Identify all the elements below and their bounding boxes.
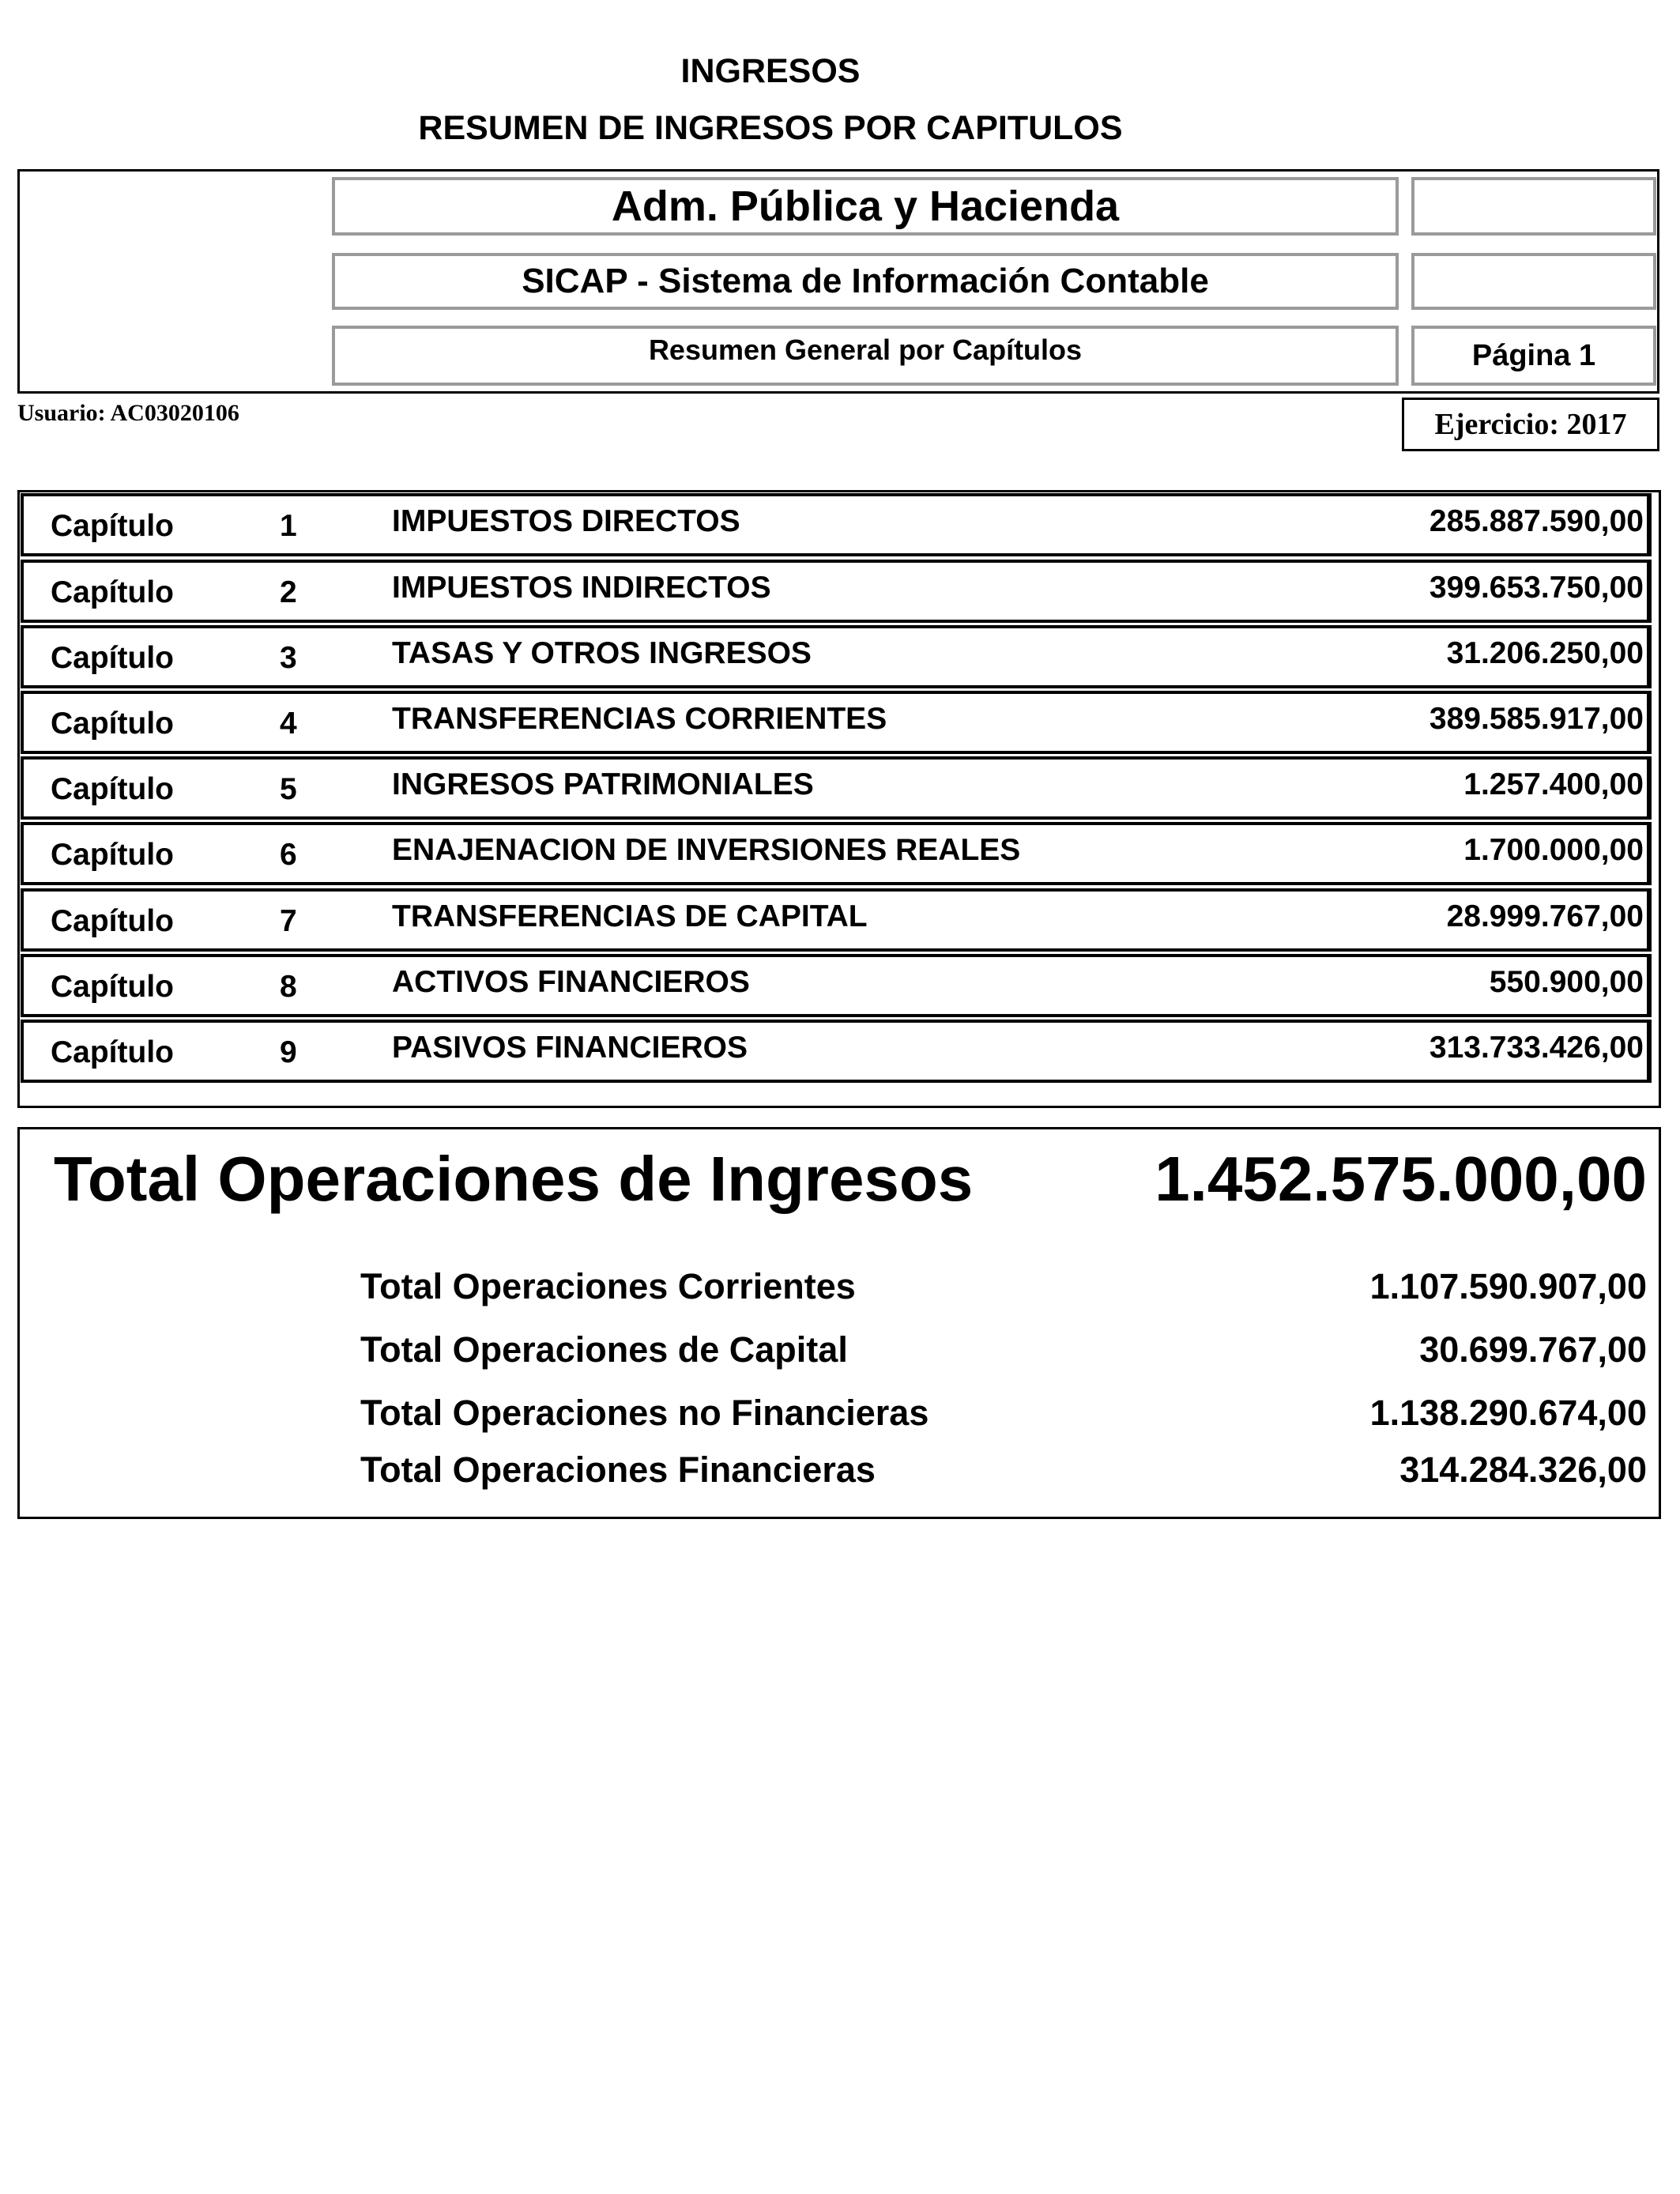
chapter-number: 5 [280, 772, 297, 806]
document-title: INGRESOS [680, 52, 861, 90]
chapter-name: INGRESOS PATRIMONIALES [392, 767, 814, 801]
chapter-number: 4 [280, 707, 297, 741]
chapter-amount: 285.887.590,00 [1429, 504, 1644, 538]
report-name: Resumen General por Capítulos [332, 326, 1399, 386]
chapter-row [21, 888, 1652, 952]
chapter-amount: 1.257.400,00 [1463, 767, 1644, 801]
chapter-label: Capítulo [51, 575, 174, 609]
chapter-row [21, 822, 1652, 885]
subtotal-amount: 1.107.590.907,00 [1369, 1266, 1647, 1306]
chapter-number: 8 [280, 970, 297, 1004]
chapter-label: Capítulo [51, 970, 174, 1004]
chapter-amount: 1.700.000,00 [1463, 833, 1644, 867]
chapter-amount: 389.585.917,00 [1429, 702, 1644, 736]
chapter-label: Capítulo [51, 1035, 174, 1069]
chapter-amount: 550.900,00 [1489, 965, 1644, 999]
page-number: Página 1 [1411, 326, 1656, 386]
chapter-name: TRANSFERENCIAS DE CAPITAL [392, 899, 868, 933]
chapter-name: IMPUESTOS INDIRECTOS [392, 571, 771, 605]
chapter-label: Capítulo [51, 707, 174, 741]
fiscal-year: Ejercicio: 2017 [1402, 398, 1659, 451]
chapter-number: 3 [280, 641, 297, 675]
subtotal-label: Total Operaciones de Capital [360, 1329, 848, 1370]
chapter-row [21, 560, 1652, 623]
subtotal-amount: 30.699.767,00 [1419, 1329, 1647, 1370]
chapter-row [21, 493, 1652, 556]
system-name: SICAP - Sistema de Información Contable [332, 253, 1399, 310]
chapter-label: Capítulo [51, 904, 174, 938]
subtotal-label: Total Operaciones no Financieras [360, 1393, 929, 1433]
header-blank-box [1411, 177, 1656, 236]
chapter-number: 6 [280, 838, 297, 872]
header-blank-box [1411, 253, 1656, 310]
chapter-number: 1 [280, 509, 297, 543]
chapter-row [21, 954, 1652, 1017]
chapter-amount: 28.999.767,00 [1446, 899, 1644, 933]
chapter-name: ENAJENACION DE INVERSIONES REALES [392, 833, 1021, 867]
user-label: Usuario: AC03020106 [17, 400, 239, 426]
subtotal-amount: 1.138.290.674,00 [1369, 1393, 1647, 1433]
chapter-amount: 31.206.250,00 [1446, 636, 1644, 670]
subtotal-amount: 314.284.326,00 [1399, 1449, 1647, 1490]
chapter-name: IMPUESTOS DIRECTOS [392, 504, 740, 538]
chapter-amount: 313.733.426,00 [1429, 1031, 1644, 1065]
chapter-name: TRANSFERENCIAS CORRIENTES [392, 702, 887, 736]
subtotal-label: Total Operaciones Financieras [360, 1449, 876, 1490]
chapter-row [21, 625, 1652, 688]
chapter-label: Capítulo [51, 838, 174, 872]
grand-total-label: Total Operaciones de Ingresos [54, 1144, 974, 1214]
chapter-row [21, 756, 1652, 820]
chapter-row [21, 691, 1652, 754]
subtotal-label: Total Operaciones Corrientes [360, 1266, 856, 1306]
chapter-number: 2 [280, 575, 297, 609]
chapter-number: 7 [280, 904, 297, 938]
chapter-label: Capítulo [51, 509, 174, 543]
document-subtitle: RESUMEN DE INGRESOS POR CAPITULOS [418, 109, 1123, 147]
chapter-name: PASIVOS FINANCIEROS [392, 1031, 748, 1065]
chapter-name: ACTIVOS FINANCIEROS [392, 965, 750, 999]
chapter-row [21, 1020, 1652, 1083]
grand-total-amount: 1.452.575.000,00 [1155, 1144, 1647, 1214]
chapter-amount: 399.653.750,00 [1429, 571, 1644, 605]
chapter-label: Capítulo [51, 641, 174, 675]
chapter-number: 9 [280, 1035, 297, 1069]
chapter-name: TASAS Y OTROS INGRESOS [392, 636, 812, 670]
chapter-label: Capítulo [51, 772, 174, 806]
organization-name: Adm. Pública y Hacienda [332, 177, 1399, 236]
